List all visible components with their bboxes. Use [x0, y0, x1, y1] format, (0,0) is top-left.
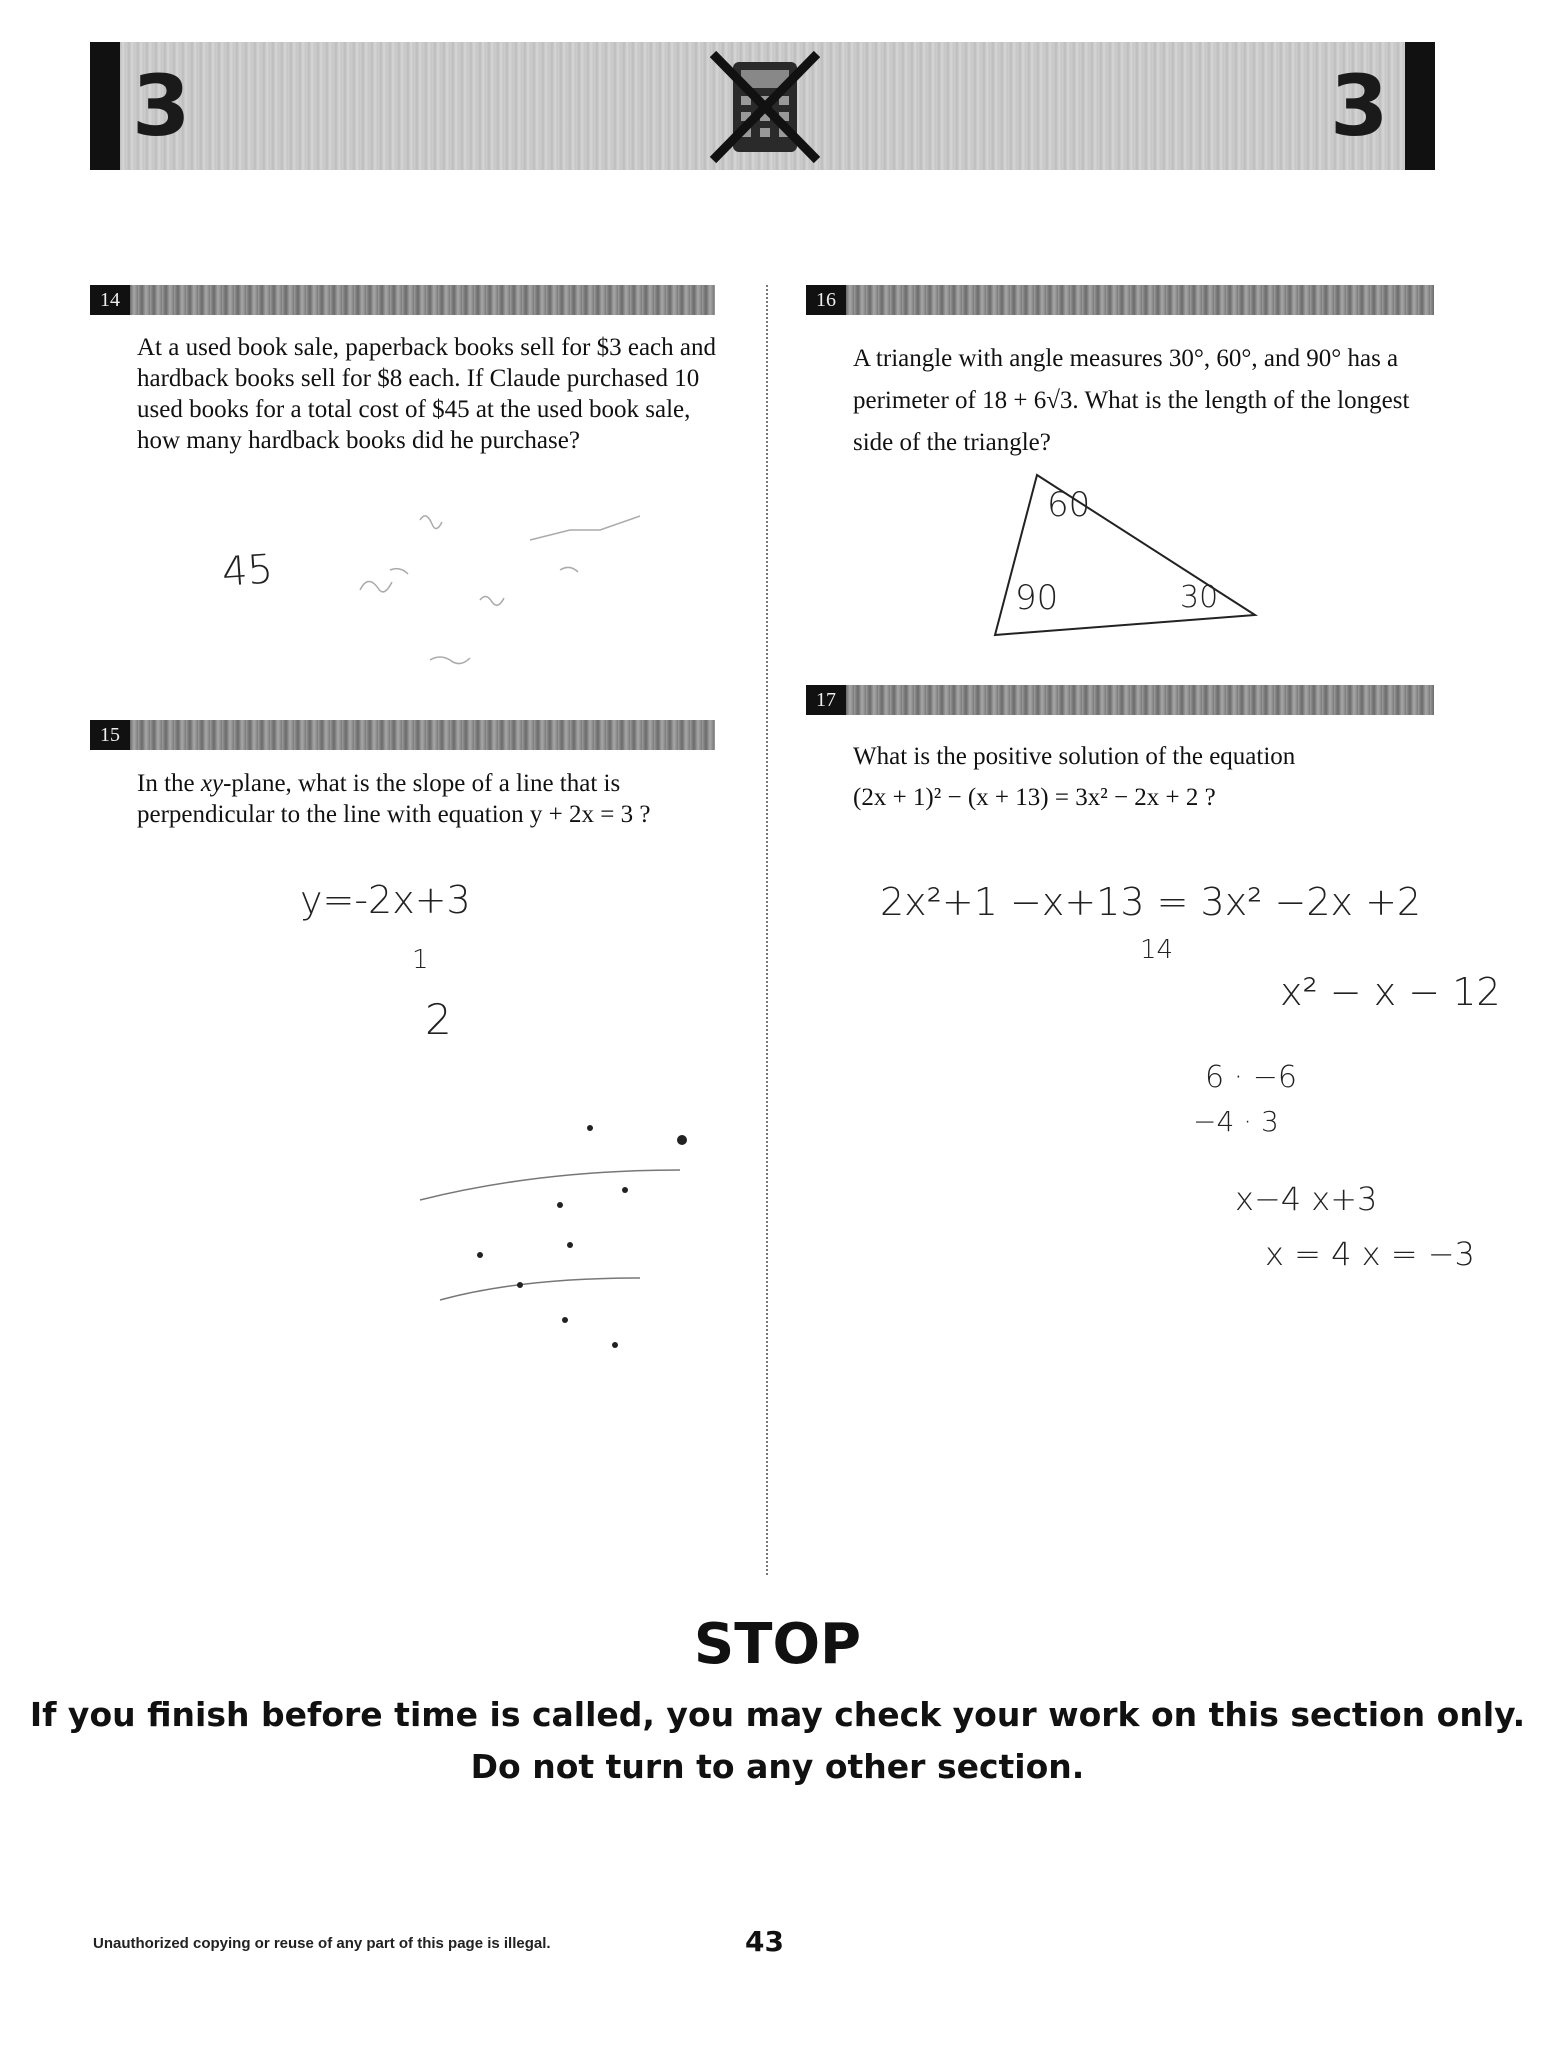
handwritten-work: 2x²+1 −x+13 = 3x² −2x +2: [880, 880, 1422, 924]
stop-title: STOP: [693, 1612, 862, 1677]
scratch-marks: [400, 1080, 720, 1360]
column-divider: [766, 285, 768, 1575]
handwritten-work: y=-2x+3: [300, 878, 471, 922]
question-header-strip: [806, 685, 1434, 715]
question-number: 14: [90, 285, 130, 315]
question-header-strip: [90, 720, 715, 750]
banner-bar-right: [1405, 42, 1435, 170]
question-text: In the xy-plane, what is the slope of a line that is perpendicular to the line with equation y + 2x = 3 ?: [137, 770, 651, 828]
no-calculator-icon: [705, 48, 825, 166]
question-header-strip: [806, 285, 1434, 315]
handwritten-work: x² − x − 12: [1280, 970, 1501, 1014]
handwritten-work: x = 4 x = −3: [1265, 1235, 1475, 1273]
question-number: 17: [806, 685, 846, 715]
copyright-notice: Unauthorized copying or reuse of any part of this page is illegal.: [93, 1935, 551, 1952]
handwritten-work: 2: [425, 995, 452, 1044]
triangle-sketch: [975, 465, 1275, 645]
section-number-left: 3: [132, 57, 191, 155]
banner-bar-left: [90, 42, 120, 170]
page-number: 43: [745, 1925, 784, 1958]
question-number: 16: [806, 285, 846, 315]
handwritten-work: x−4 x+3: [1235, 1180, 1378, 1218]
handwritten-work: 6 · −6: [1205, 1060, 1297, 1095]
handwritten-work: 1: [412, 945, 429, 975]
section-number-right: 3: [1330, 57, 1389, 155]
stop-instruction: If you finish before time is called, you may check your work on this section only.: [29, 1695, 1526, 1734]
handwritten-answer: 45: [220, 546, 275, 596]
question-text-line: What is the positive solution of the equation: [853, 743, 1296, 770]
handwritten-work: 14: [1140, 935, 1174, 965]
handwritten-angle: 60: [1047, 485, 1091, 525]
scratch-marks: [330, 480, 710, 710]
question-number: 15: [90, 720, 130, 750]
question-text: At a used book sale, paperback books sell for $3 each and hardback books sell for $8 each. If Claude purchased 10 used books for a total cost of $45 at the used book sale, how many hardback books did he purchase?: [137, 334, 716, 454]
question-header-strip: [90, 285, 715, 315]
question-equation: (2x + 1)² − (x + 13) = 3x² − 2x + 2 ?: [853, 784, 1216, 811]
handwritten-work: −4 · 3: [1193, 1105, 1279, 1138]
handwritten-angle: 90: [1015, 578, 1059, 618]
stop-instruction: Do not turn to any other section.: [470, 1747, 1085, 1786]
handwritten-angle: 30: [1180, 580, 1219, 615]
question-text: A triangle with angle measures 30°, 60°, and 90° has a perimeter of 18 + 6√3. What is the length of the longest side of the triangle?: [853, 345, 1410, 456]
